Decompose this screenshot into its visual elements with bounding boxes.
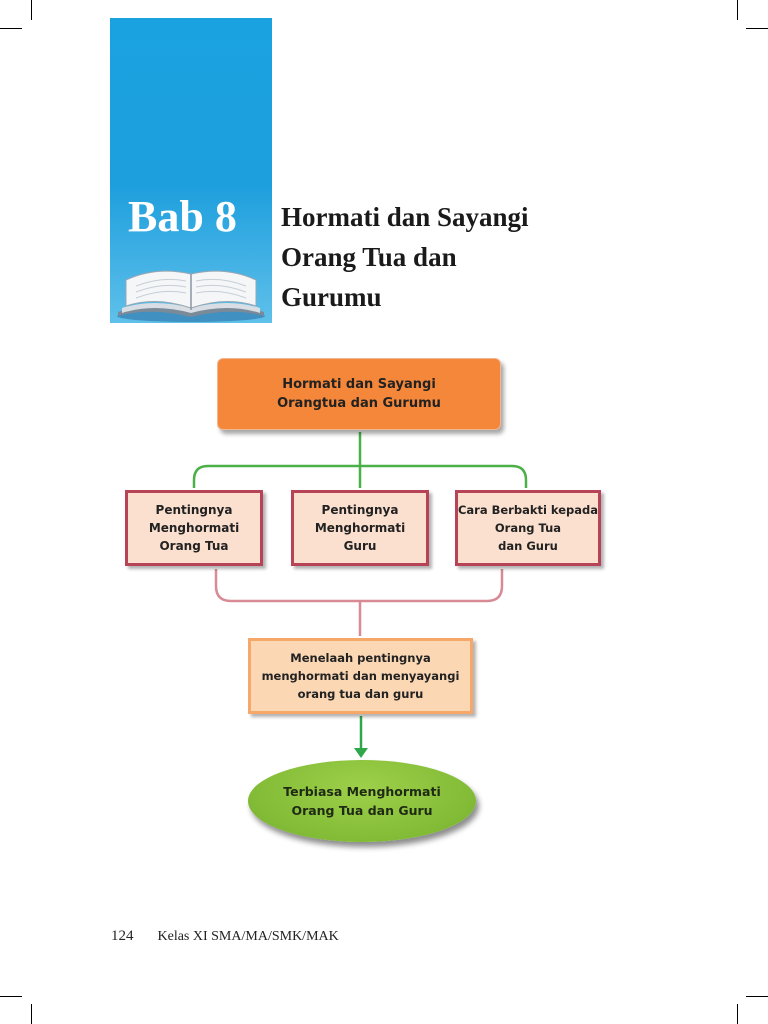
subtopic-line: Pentingnya [321,503,399,517]
subtopic-line: Guru [343,539,377,553]
outcome-ellipse [248,760,476,842]
bottom-bracket-connector [216,569,502,601]
chapter-title-line: Hormati dan Sayangi [281,202,529,232]
subtopic-line: Pentingnya [155,503,233,517]
subtopic-box-teacher [291,490,429,566]
review-box [248,638,473,714]
subtopic-box-parents [125,490,263,566]
subtopic-line: Menghormati [148,521,240,535]
subtopic-line: Orang Tua [159,539,229,553]
review-line: orang tua dan guru [297,687,424,701]
subtopic-box-devotion [455,490,601,566]
main-topic-box [217,358,501,430]
subtopic-line: dan Guru [498,539,558,553]
outcome-line: Terbiasa Menghormati [283,784,441,799]
page-footer [111,927,339,945]
review-line: menghormati dan menyayangi [261,669,460,683]
footer-text: Kelas XI SMA/MA/SMK/MAK [157,929,339,944]
subtopic-line: Menghormati [314,521,406,535]
chapter-number: Bab 8 [128,192,237,241]
page-number: 124 [111,928,134,944]
subtopic-line: Orang Tua [494,521,562,535]
review-line: Menelaah pentingnya [290,651,431,665]
chapter-title-line: Orang Tua dan [281,242,457,272]
outcome-line: Orang Tua dan Guru [291,803,433,818]
chapter-title-line: Gurumu [281,282,382,312]
main-topic-line: Hormati dan Sayangi [282,377,436,392]
arrow-down-icon [354,716,368,758]
subtopic-line: Cara Berbakti kepada [457,503,599,517]
main-topic-line: Orangtua dan Gurumu [277,396,441,411]
